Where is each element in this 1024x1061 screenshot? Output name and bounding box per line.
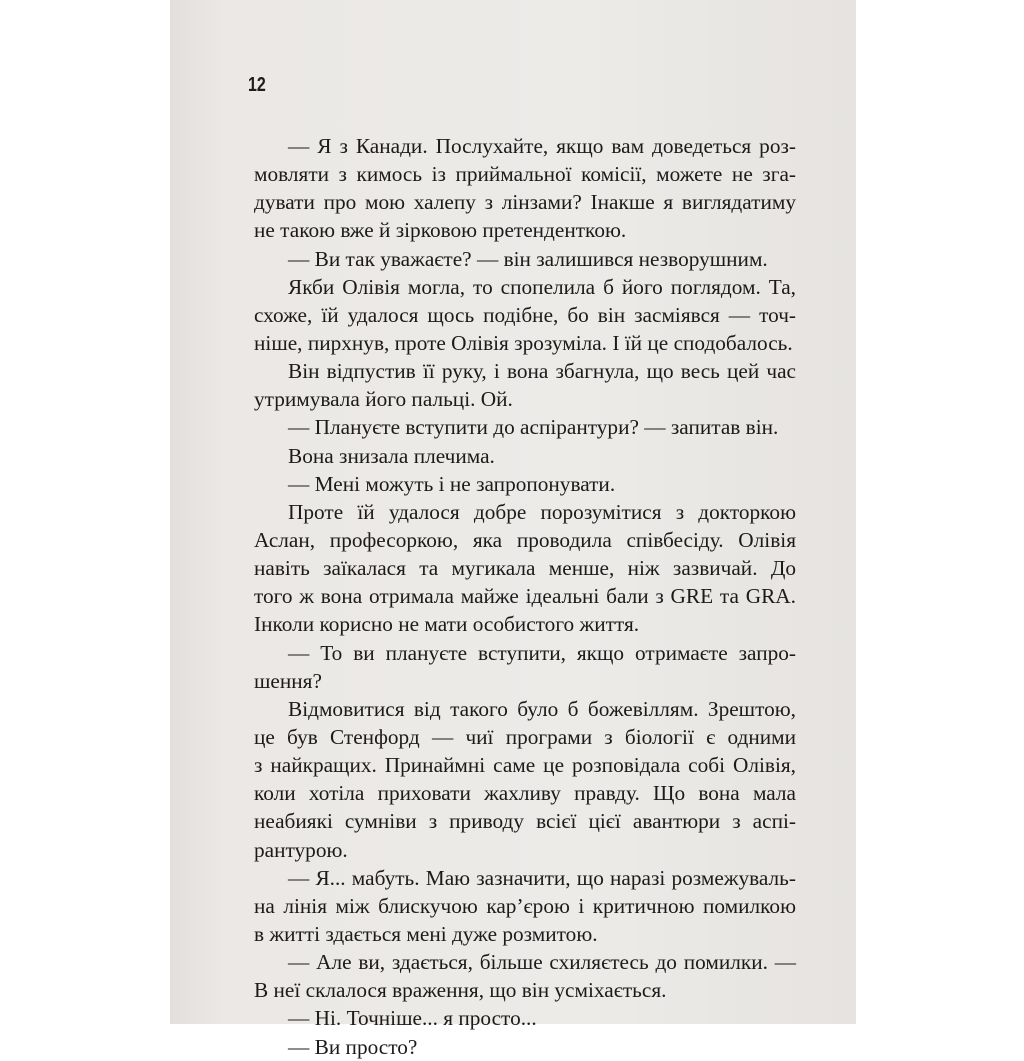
text-line: коли хотіла приховати жахливу правду. Що вона мала: [254, 781, 796, 806]
body-text: [254, 132, 796, 1061]
text-line: Аслан, професоркою, яка проводила співбесіду. Олівія: [254, 527, 796, 552]
text-line: в житті здається мені дуже розмитою.: [254, 921, 598, 946]
text-line: Відмовитися від такого було б божевіллям. Зрештою,: [288, 696, 796, 721]
text-line: того ж вона отримала майже ідеальні бали з GRE та GRA.: [254, 584, 796, 609]
text-line: навіть заїкалася та мугикала менше, ніж зазвичай. До: [254, 556, 796, 581]
text-line: — То ви плануєте вступити, якщо отримаєте запро-: [288, 640, 796, 665]
text-line: мовляти з кимось із приймальної комісії, можете не зга-: [254, 162, 796, 187]
text-line: схоже, їй удалося щось подібне, бо він засміявся — точ-: [254, 302, 796, 327]
text-line: це був Стенфорд — чиї програми з біології є одними: [254, 724, 796, 749]
text-line: — Але ви, здається, більше схиляєтесь до помилки. —: [288, 950, 796, 975]
text-line: дувати про мою халепу з лінзами? Інакше я виглядатиму: [254, 190, 796, 215]
text-line: — Ні. Точніше... я просто...: [288, 1006, 537, 1031]
text-line: — Ви просто?: [288, 1034, 418, 1059]
text-line: — Я з Канади. Послухайте, якщо вам доведеться роз-: [288, 134, 796, 158]
text-line: Якби Олівія могла, то спопелила б його поглядом. Та,: [288, 274, 796, 299]
text-line: Він відпустив її руку, і вона збагнула, що весь цей час: [288, 359, 796, 384]
text-line: — Я... мабуть. Маю зазначити, що наразі розмежуваль-: [288, 865, 796, 890]
text-line: — Плануєте вступити до аспірантури? — запитав він.: [288, 415, 779, 440]
text-line: В неї склалося враження, що він усміхається.: [254, 978, 667, 1003]
text-line: неабиякі сумніви з приводу всієї цієї авантюри з аспі-: [254, 809, 796, 834]
text-line: утримувала його пальці. Ой.: [254, 387, 513, 412]
text-line: ніше, пирхнув, проте Олівія зрозуміла. І їй це сподобалось.: [254, 330, 793, 355]
text-line: — Мені можуть і не запропонувати.: [288, 471, 616, 496]
page-number: 12: [248, 74, 266, 96]
text-line: Проте їй удалося добре порозумітися з докторкою: [288, 499, 796, 524]
text-line: — Ви так уважаєте? — він залишився незворушним.: [288, 246, 768, 271]
text-line: з найкращих. Принаймні саме це розповідала собі Олівія,: [254, 753, 796, 778]
text-line: не такою вже й зірковою претенденткою.: [254, 218, 627, 243]
text-line: Інколи корисно не мати особистого життя.: [254, 612, 640, 637]
text-line: рантурою.: [254, 837, 348, 862]
text-line: шення?: [254, 668, 322, 693]
text-line: Вона знизала плечима.: [288, 443, 495, 468]
text-line: на лінія між блискучою кар’єрою і критичною помилкою: [254, 893, 796, 918]
